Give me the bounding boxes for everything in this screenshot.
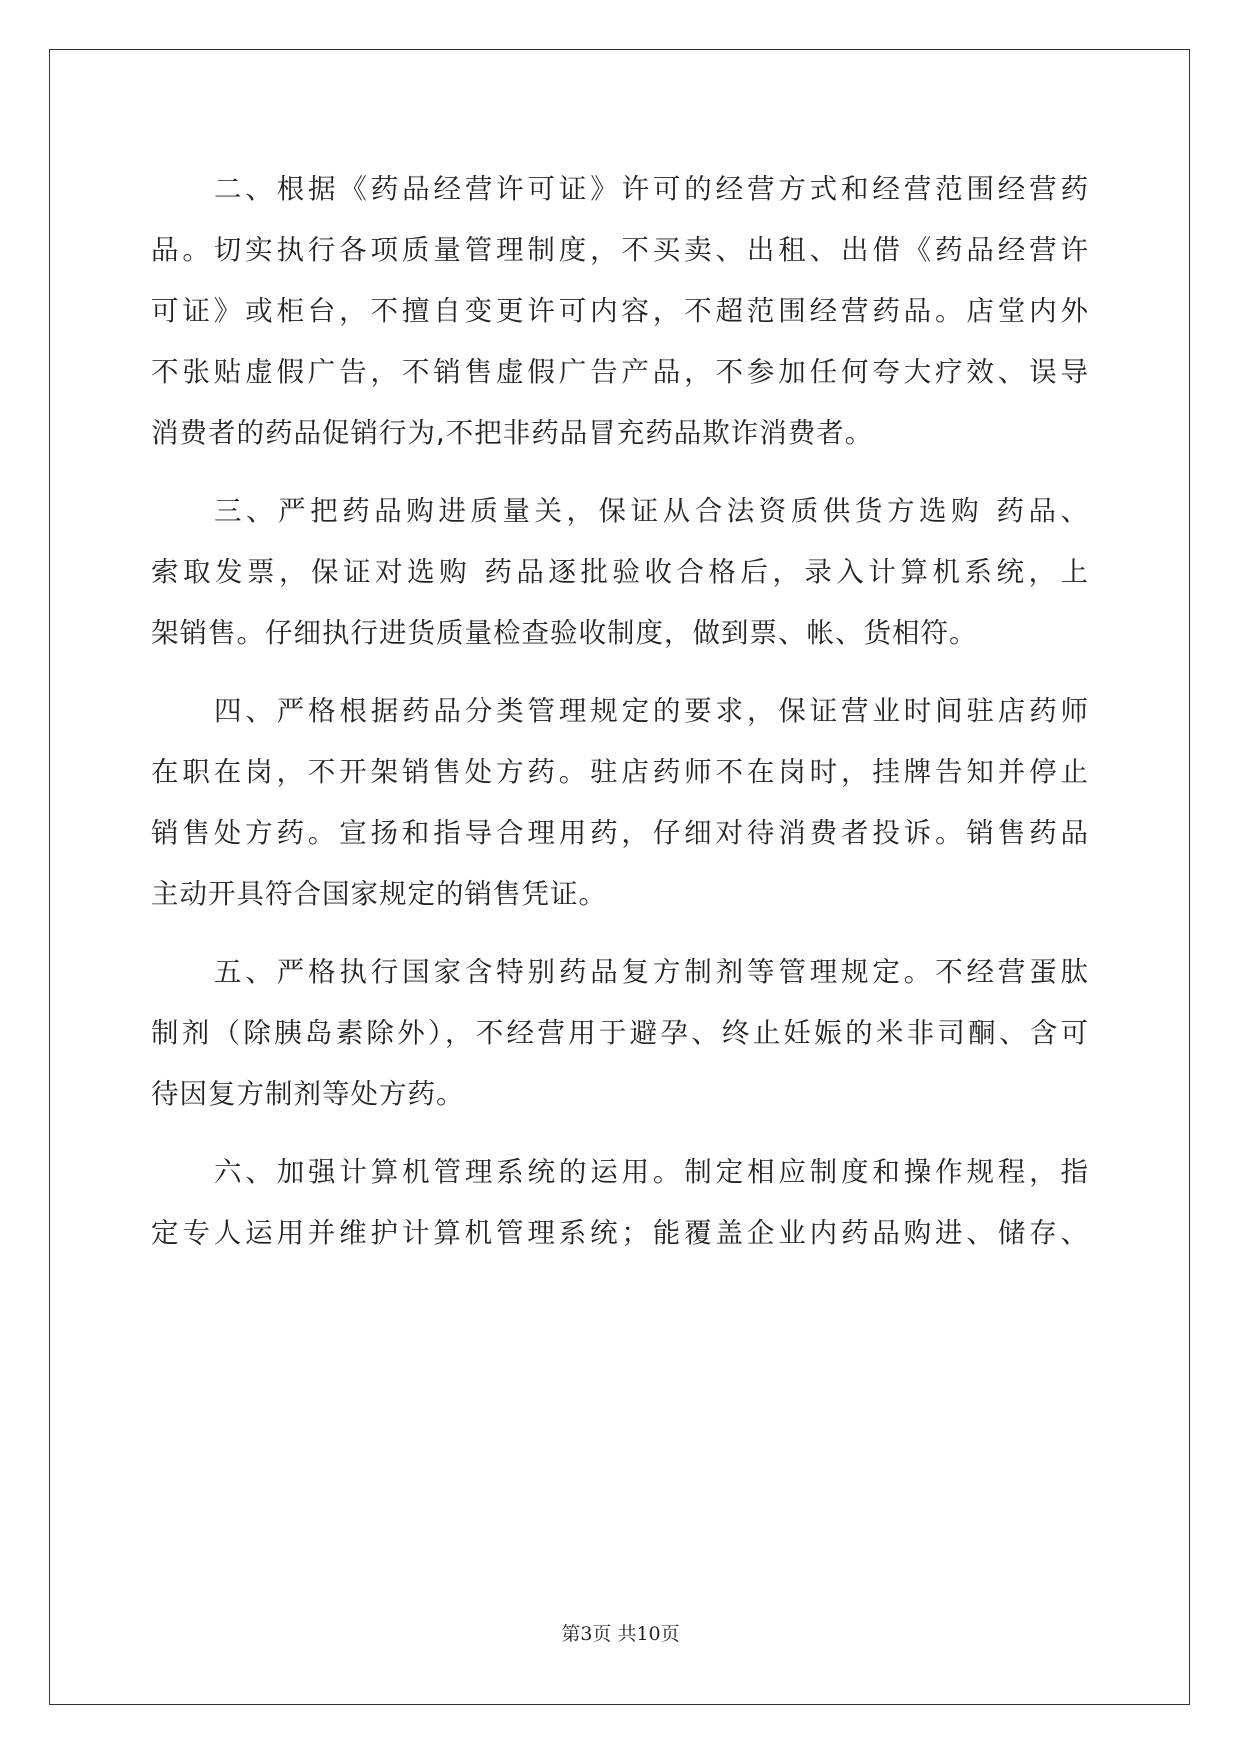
paragraph-gap: [151, 464, 1089, 481]
text-line: 主动开具符合国家规定的销售凭证。: [151, 878, 607, 910]
paragraph-gap: [151, 1125, 1089, 1142]
text-line: 待因复方制剂等处方药。: [151, 1078, 465, 1110]
text-line: 在职在岗，不开架销售处方药。驻店药师不在岗时，挂牌告知并停止: [151, 756, 1089, 788]
document-body: [151, 159, 1089, 1264]
text-line: 定专人运用并维护计算机管理系统；能覆盖企业内药品购进、储存、: [151, 1217, 1089, 1249]
text-line: 二、根据《药品经营许可证》许可的经营方式和经营范围经营药: [214, 173, 1089, 205]
text-line: 架销售。仔细执行进货质量检查验收制度，做到票、帐、货相符。: [151, 617, 978, 649]
text-line: 消费者的药品促销行为,不把非药品冒充药品欺诈消费者。: [151, 417, 874, 449]
paragraph: [151, 942, 1089, 1125]
text-line: 可证》或柜台，不擅自变更许可内容，不超范围经营药品。店堂内外: [151, 295, 1089, 327]
paragraph: [151, 681, 1089, 925]
paragraph: [151, 481, 1089, 664]
paragraph: [151, 1142, 1089, 1264]
text-line: 索取发票，保证对选购 药品逐批验收合格后，录入计算机系统，上: [151, 556, 1089, 588]
paragraph: [151, 159, 1089, 464]
text-line: 三、严把药品购进质量关，保证从合法资质供货方选购 药品、: [214, 495, 1089, 527]
text-line: 四、严格根据药品分类管理规定的要求，保证营业时间驻店药师: [214, 695, 1089, 727]
page-number-footer: 第3页 共10页: [561, 1623, 680, 1645]
paragraph-gap: [151, 664, 1089, 681]
text-line: 制剂（除胰岛素除外），不经营用于避孕、终止妊娠的米非司酮、含可: [151, 1017, 1089, 1049]
text-line: 六、加强计算机管理系统的运用。制定相应制度和操作规程，指: [214, 1156, 1089, 1188]
text-line: 品。切实执行各项质量管理制度，不买卖、出租、出借《药品经营许: [151, 234, 1089, 266]
text-line: 销售处方药。宣扬和指导合理用药，仔细对待消费者投诉。销售药品: [151, 817, 1089, 849]
text-line: 不张贴虚假广告，不销售虚假广告产品，不参加任何夸大疗效、误导: [151, 356, 1089, 388]
paragraph-gap: [151, 925, 1089, 942]
text-line: 五、严格执行国家含特别药品复方制剂等管理规定。不经营蛋肽: [214, 956, 1089, 988]
